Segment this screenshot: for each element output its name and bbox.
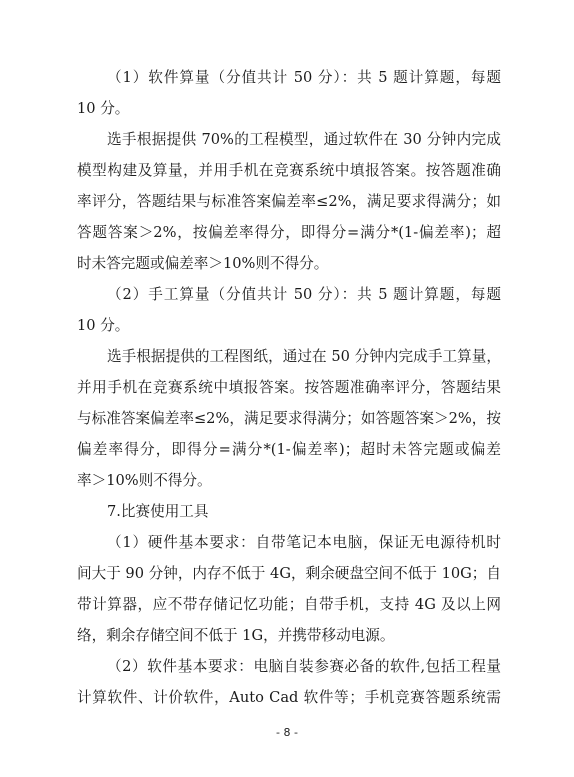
paragraph-line: （2）软件基本要求：电脑自装参赛必备的软件,包括工程量 <box>107 658 501 675</box>
paragraph-line: 计算软件、计价软件，Auto Cad 软件等；手机竞赛答题系统需 <box>77 689 501 706</box>
paragraph-line: 选手根据提供 70%的工程模型，通过软件在 30 分钟内完成 <box>107 131 501 148</box>
paragraph-line: 10 分。 <box>77 100 130 117</box>
page-number: - 8 - <box>276 726 298 739</box>
paragraph-line: （2）手工算量（分值共计 50 分）：共 5 题计算题，每题 <box>107 286 501 303</box>
paragraph-line: 时未答完题或偏差率＞10%则不得分。 <box>77 255 329 272</box>
paragraph-line: 并用手机在竞赛系统中填报答案。按答题准确率评分，答题结果 <box>77 379 501 396</box>
paragraph-line: 络，剩余存储空间不低于 1G，并携带移动电源。 <box>77 627 395 644</box>
paragraph-line: 率＞10%则不得分。 <box>77 472 212 489</box>
paragraph-line: 答题答案＞2%，按偏差率得分，即得分=满分*(1-偏差率)；超 <box>77 224 501 241</box>
paragraph-line: 间大于 90 分钟，内存不低于 4G，剩余硬盘空间不低于 10G；自 <box>77 565 501 582</box>
paragraph-line: 10 分。 <box>77 317 130 334</box>
paragraph-line: 带计算器，应不带存储记忆功能；自带手机，支持 4G 及以上网 <box>77 596 501 613</box>
section-heading: 7.比赛使用工具 <box>107 503 209 520</box>
paragraph-line: 偏差率得分，即得分=满分*(1-偏差率)；超时未答完题或偏差 <box>77 441 501 458</box>
paragraph-line: （1）软件算量（分值共计 50 分）：共 5 题计算题，每题 <box>107 69 501 86</box>
paragraph-line: （1）硬件基本要求：自带笔记本电脑，保证无电源待机时 <box>107 534 501 551</box>
paragraph-line: 率评分，答题结果与标准答案偏差率≤2%，满足要求得满分；如 <box>77 193 501 210</box>
paragraph-line: 模型构建及算量，并用手机在竞赛系统中填报答案。按答题准确 <box>77 162 501 179</box>
paragraph-line: 选手根据提供的工程图纸，通过在 50 分钟内完成手工算量， <box>107 348 501 365</box>
paragraph-line: 与标准答案偏差率≤2%，满足要求得满分；如答题答案＞2%，按 <box>77 410 501 427</box>
